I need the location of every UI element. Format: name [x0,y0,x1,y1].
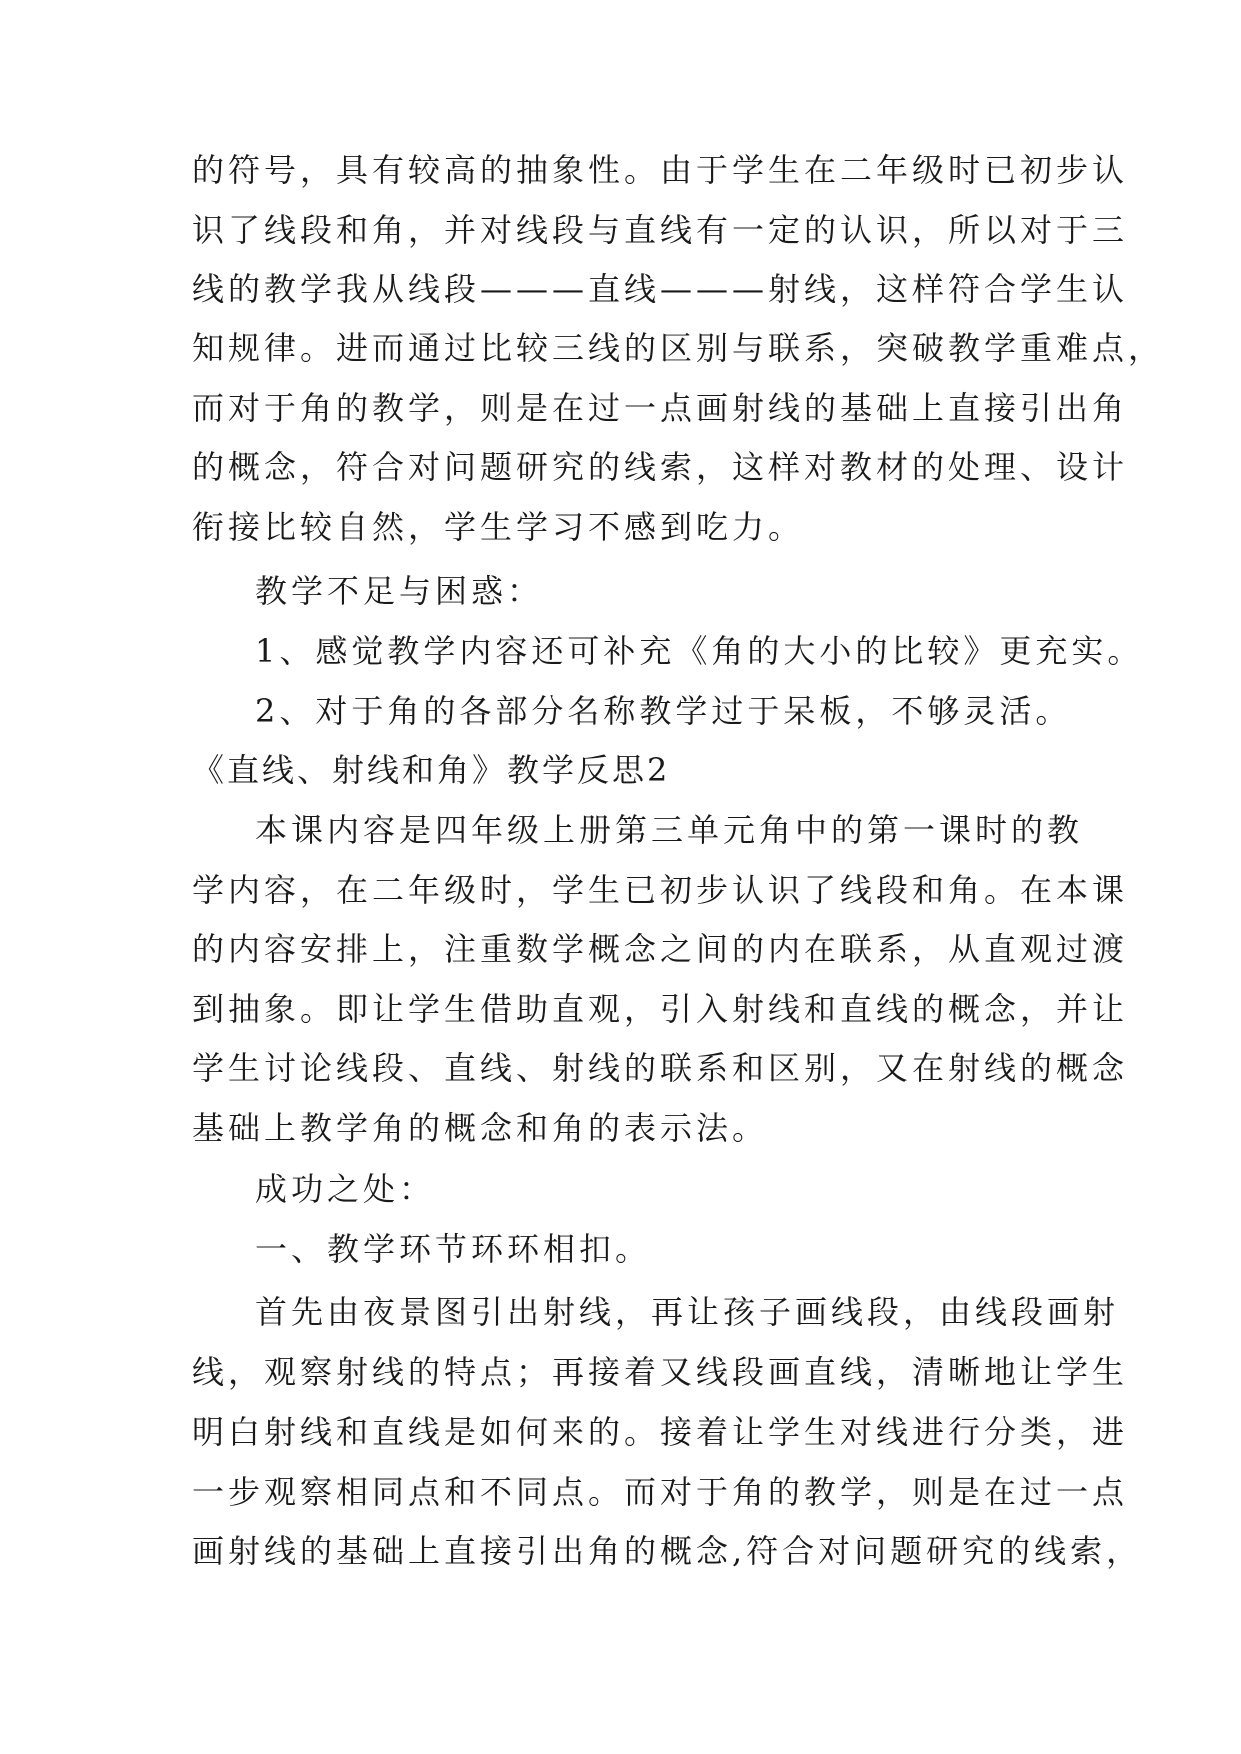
paragraph-line: 而对于角的教学，则是在过一点画射线的基础上直接引出角 [192,389,1129,427]
paragraph-line: 首先由夜景图引出射线，再让孩子画线段，由线段画射 [255,1293,1120,1331]
paragraph-line: 知规律。进而通过比较三线的区别与联系，突破教学重难点， [192,329,1165,367]
section-label: 成功之处： [255,1170,436,1208]
paragraph-line: 线的教学我从线段———直线———射线，这样符合学生认 [192,270,1129,308]
paragraph-line: 线，观察射线的特点；再接着又线段画直线，清晰地让学生 [192,1353,1129,1391]
paragraph-line: 识了线段和角，并对线段与直线有一定的认识，所以对于三 [192,211,1129,249]
paragraph-line: 的概念，符合对问题研究的线索，这样对教材的处理、设计 [192,448,1129,486]
paragraph-line: 画射线的基础上直接引出角的概念,符合对问题研究的线索， [192,1532,1143,1570]
paragraph-line: 基础上教学角的概念和角的表示法。 [192,1109,769,1147]
paragraph-line: 到抽象。即让学生借助直观，引入射线和直线的概念，并让 [192,990,1129,1028]
paragraph-line: 一步观察相同点和不同点。而对于角的教学，则是在过一点 [192,1473,1129,1511]
paragraph-line: 的内容安排上，注重数学概念之间的内在联系，从直观过渡 [192,930,1129,968]
paragraph-line: 本课内容是四年级上册第三单元角中的第一课时的教 [255,811,1084,849]
paragraph-line: 学生讨论线段、直线、射线的联系和区别，又在射线的概念 [192,1049,1129,1087]
section-heading: 《直线、射线和角》教学反思2 [192,751,671,789]
section-label: 教学不足与困惑： [255,572,544,610]
paragraph-line: 的符号，具有较高的抽象性。由于学生在二年级时已初步认 [192,151,1129,189]
paragraph-line: 衔接比较自然，学生学习不感到吃力。 [192,508,805,546]
list-item: 1、感觉教学内容还可补充《角的大小的比较》更充实。 [255,632,1144,670]
list-item: 一、教学环节环环相扣。 [255,1230,652,1268]
list-item: 2、对于角的各部分名称教学过于呆板，不够灵活。 [255,692,1072,730]
paragraph-line: 明白射线和直线是如何来的。接着让学生对线进行分类，进 [192,1413,1129,1451]
paragraph-line: 学内容，在二年级时，学生已初步认识了线段和角。在本课 [192,871,1129,909]
